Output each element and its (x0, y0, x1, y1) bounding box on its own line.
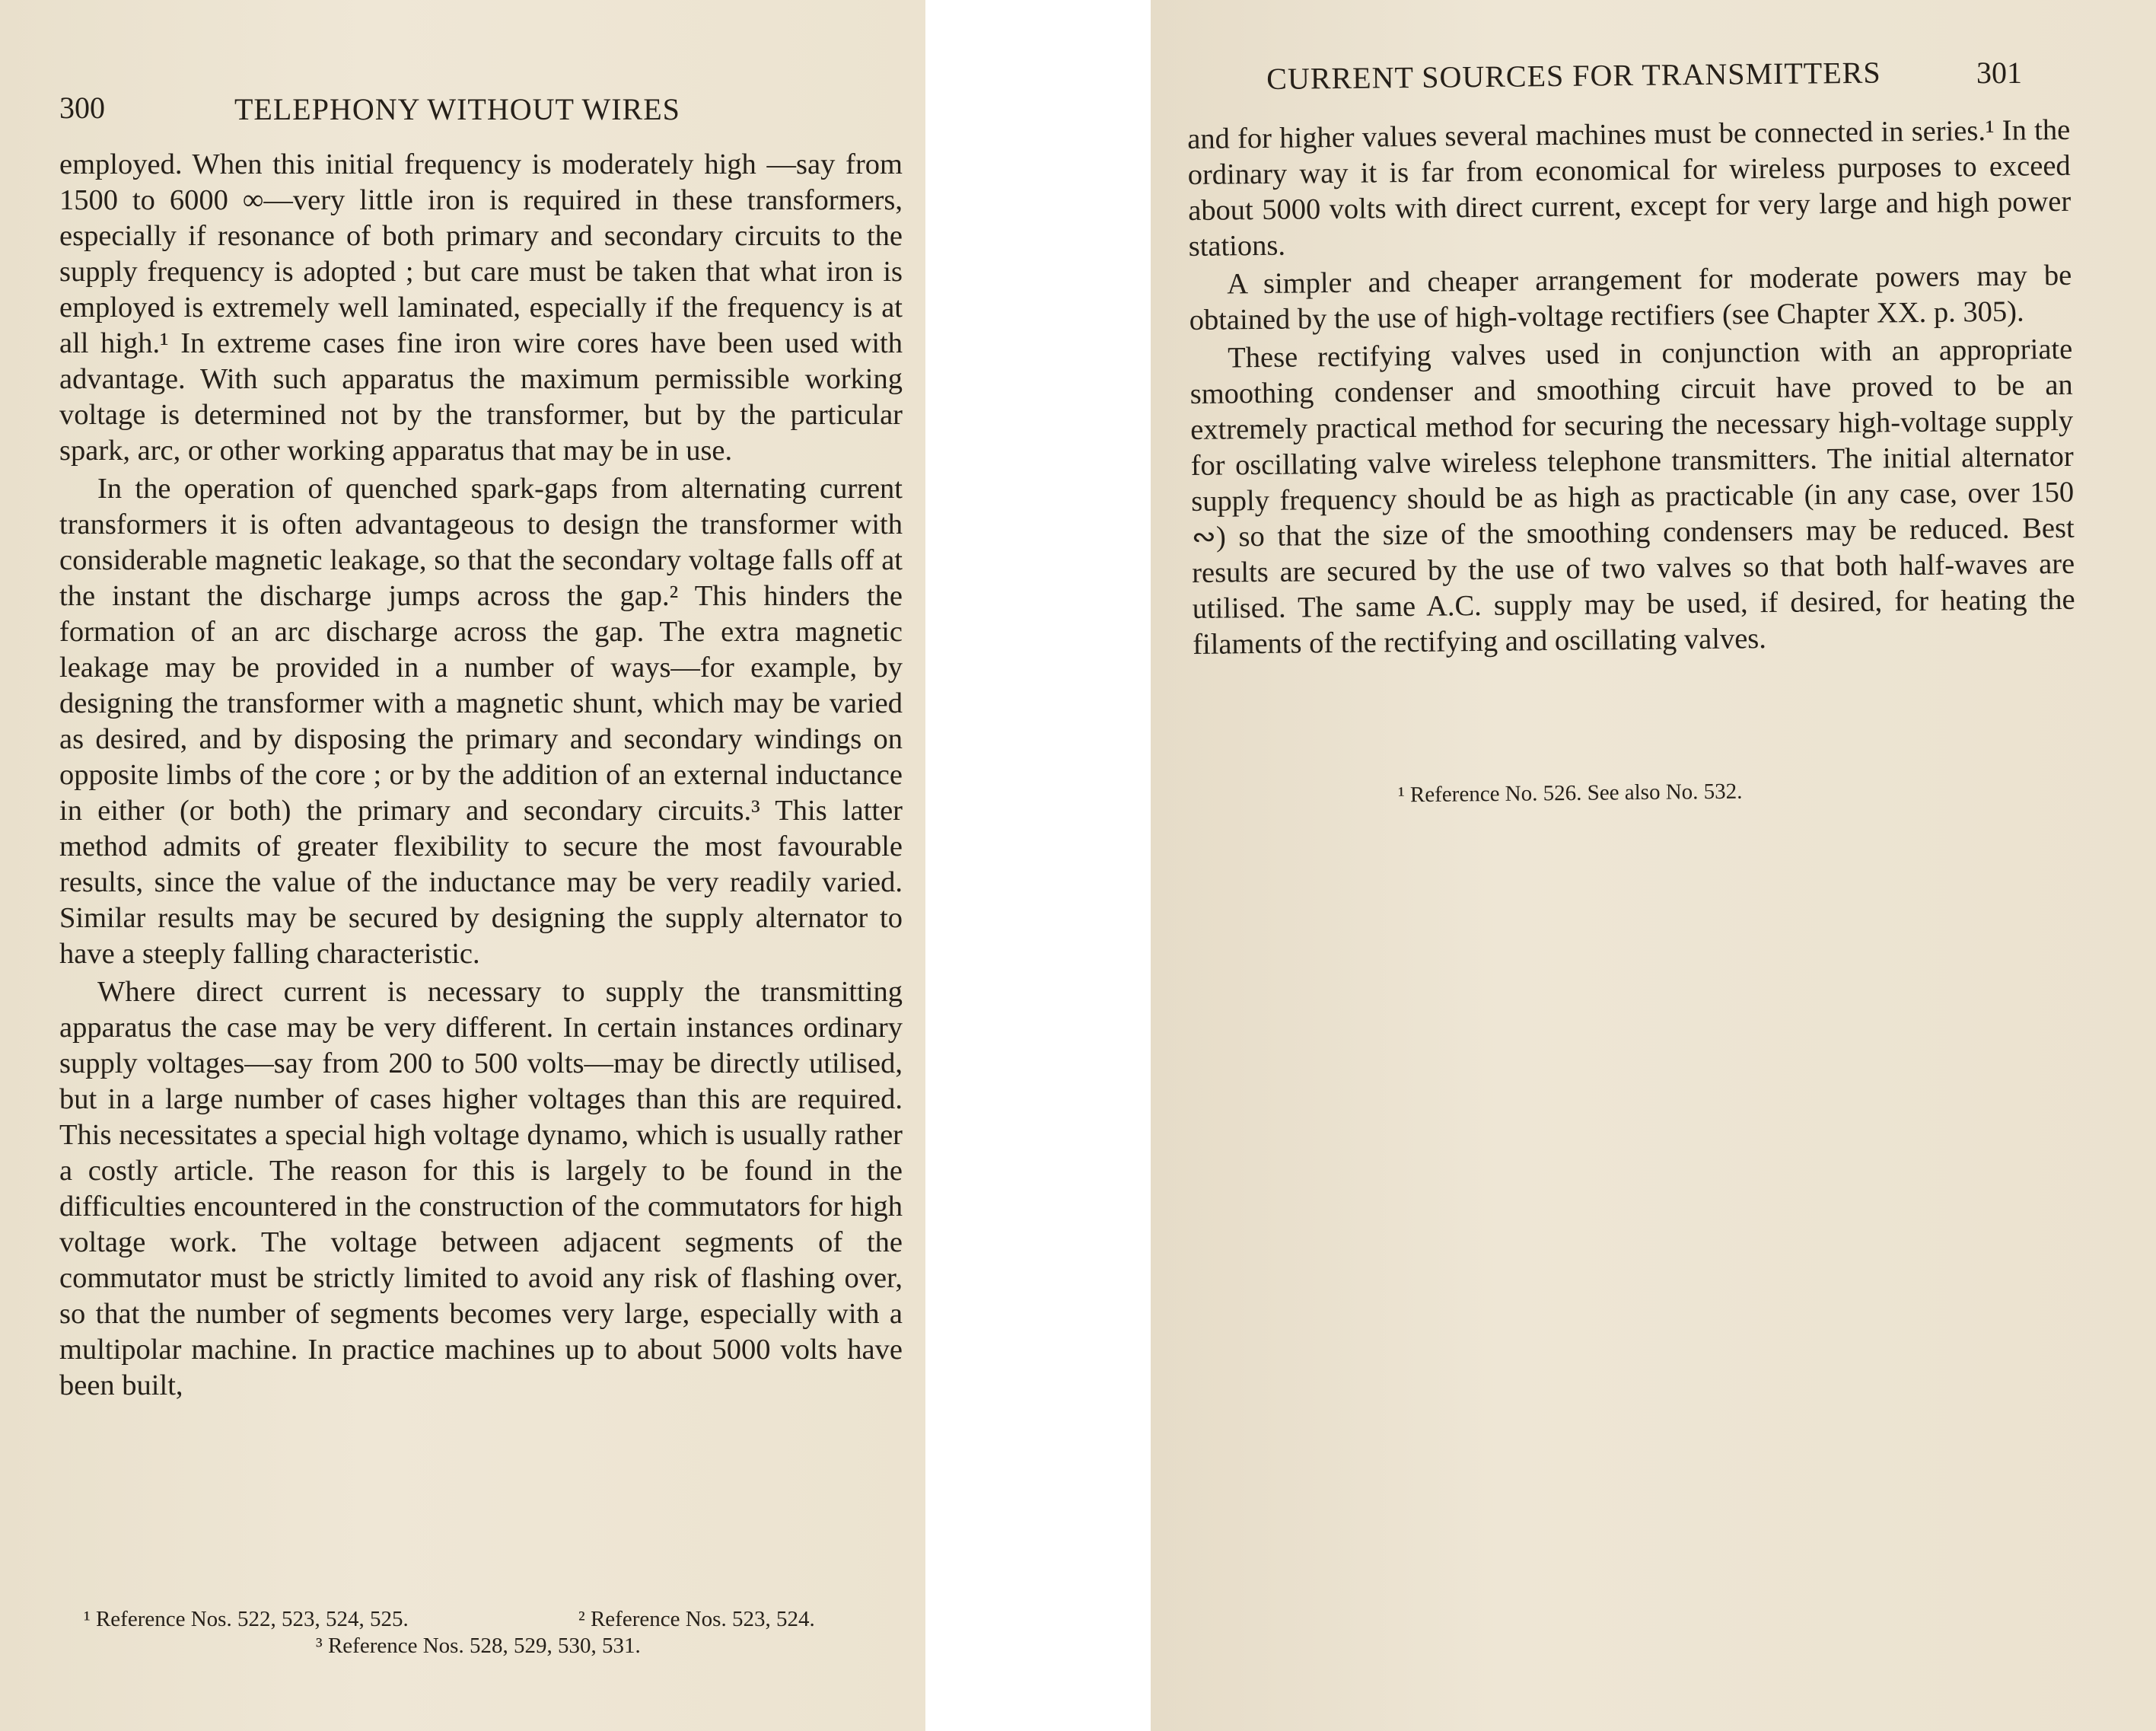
paragraph: These rectifying valves used in conjunction with an appropriate smoothing condenser and smoothing circuit have proved to be an extremely practical method for securing the necessary high-voltage supply for oscillating valve wireless telephone transmitters. The initial alternator supply frequency should be as high as practicable (in any case, over 150 ∾) so that the size of the smoothing condensers may be reduced. Best results are secured by the use of two valves so that both half-waves are utilised. The same A.C. supply may be used, if desired, for heating the filaments of the rectifying and oscillating valves. (1189, 333, 2075, 661)
paragraph: and for higher values several machines must be connected in series.¹ In the ordinary way it is far from economical for wireless purposes to exceed about 5000 volts with direct current, except for very large and high power stations. (1187, 113, 2072, 263)
right-page (1151, 0, 2156, 1731)
running-head: CURRENT SOURCES FOR TRANSMITTERS (1266, 55, 1881, 96)
gutter (925, 0, 1151, 1731)
running-head: TELEPHONY WITHOUT WIRES (234, 92, 680, 126)
page-number: 301 (1976, 56, 2022, 90)
paragraph: Where direct current is necessary to supply the transmitting apparatus the case may be very different. In certain instances ordinary supply voltages—say from 200 to 500 volts—may be directly utilised, but in a large number of cases higher voltages than this are required. This necessitates a special high voltage dynamo, which is usually rather a costly article. The reason for this is largely to be found in the difficulties encountered in the construction of the commutators for high voltage work. The voltage between adjacent segments of the commutator must be strictly limited to avoid any risk of flashing over, so that the number of segments becomes very large, especially with a multipolar machine. In practice machines up to about 5000 volts have been built, (59, 976, 903, 1401)
paragraph: employed. When this initial frequency is moderately high —say from 1500 to 6000 ∞—very little iron is required in these transformers, especially if resonance of both primary and secondary circuits to the supply frequency is adopted ; but care must be taken that what iron is employed is extremely well laminated, especially if the frequency is at all high.¹ In extreme cases fine iron wire cores have been used with advantage. With such apparatus the maximum permissible working voltage is determined not by the transformer, but by the particular spark, arc, or other working apparatus that may be in use. (59, 148, 903, 467)
footnote: ¹ Reference No. 526. See also No. 532. (1397, 779, 1743, 808)
paragraph: A simpler and cheaper arrangement for moderate powers may be obtained by the use of high-voltage rectifiers (see Chapter XX. p. 305). (1189, 259, 2072, 336)
left-page (0, 0, 925, 1731)
body-text (59, 147, 903, 1404)
page-number: 300 (59, 91, 105, 125)
paragraph: In the operation of quenched spark-gaps from alternating current transformers it is often advantageous to design the transformer with considerable magnetic leakage, so that the secondary voltage falls off at the instant the discharge jumps across the gap.² This hinders the formation of an arc discharge across the gap. The extra magnetic leakage may be provided in a number of ways—for example, by designing the transformer with a magnetic shunt, which may be varied as desired, and by disposing the primary and secondary windings on opposite limbs of the core ; or by the addition of an external inductance in either (or both) the primary and secondary circuits.³ This latter method admits of greater flexibility to secure the most favourable results, since the value of the inductance may be very readily varied. Similar results may be secured by designing the supply alternator to have a steeply falling characteristic. (59, 473, 903, 970)
footnote: ³ Reference Nos. 528, 529, 530, 531. (316, 1634, 641, 1658)
footnote: ² Reference Nos. 523, 524. (578, 1607, 815, 1631)
footnote: ¹ Reference Nos. 522, 523, 524, 525. (84, 1607, 409, 1631)
body-text (1187, 113, 2075, 663)
